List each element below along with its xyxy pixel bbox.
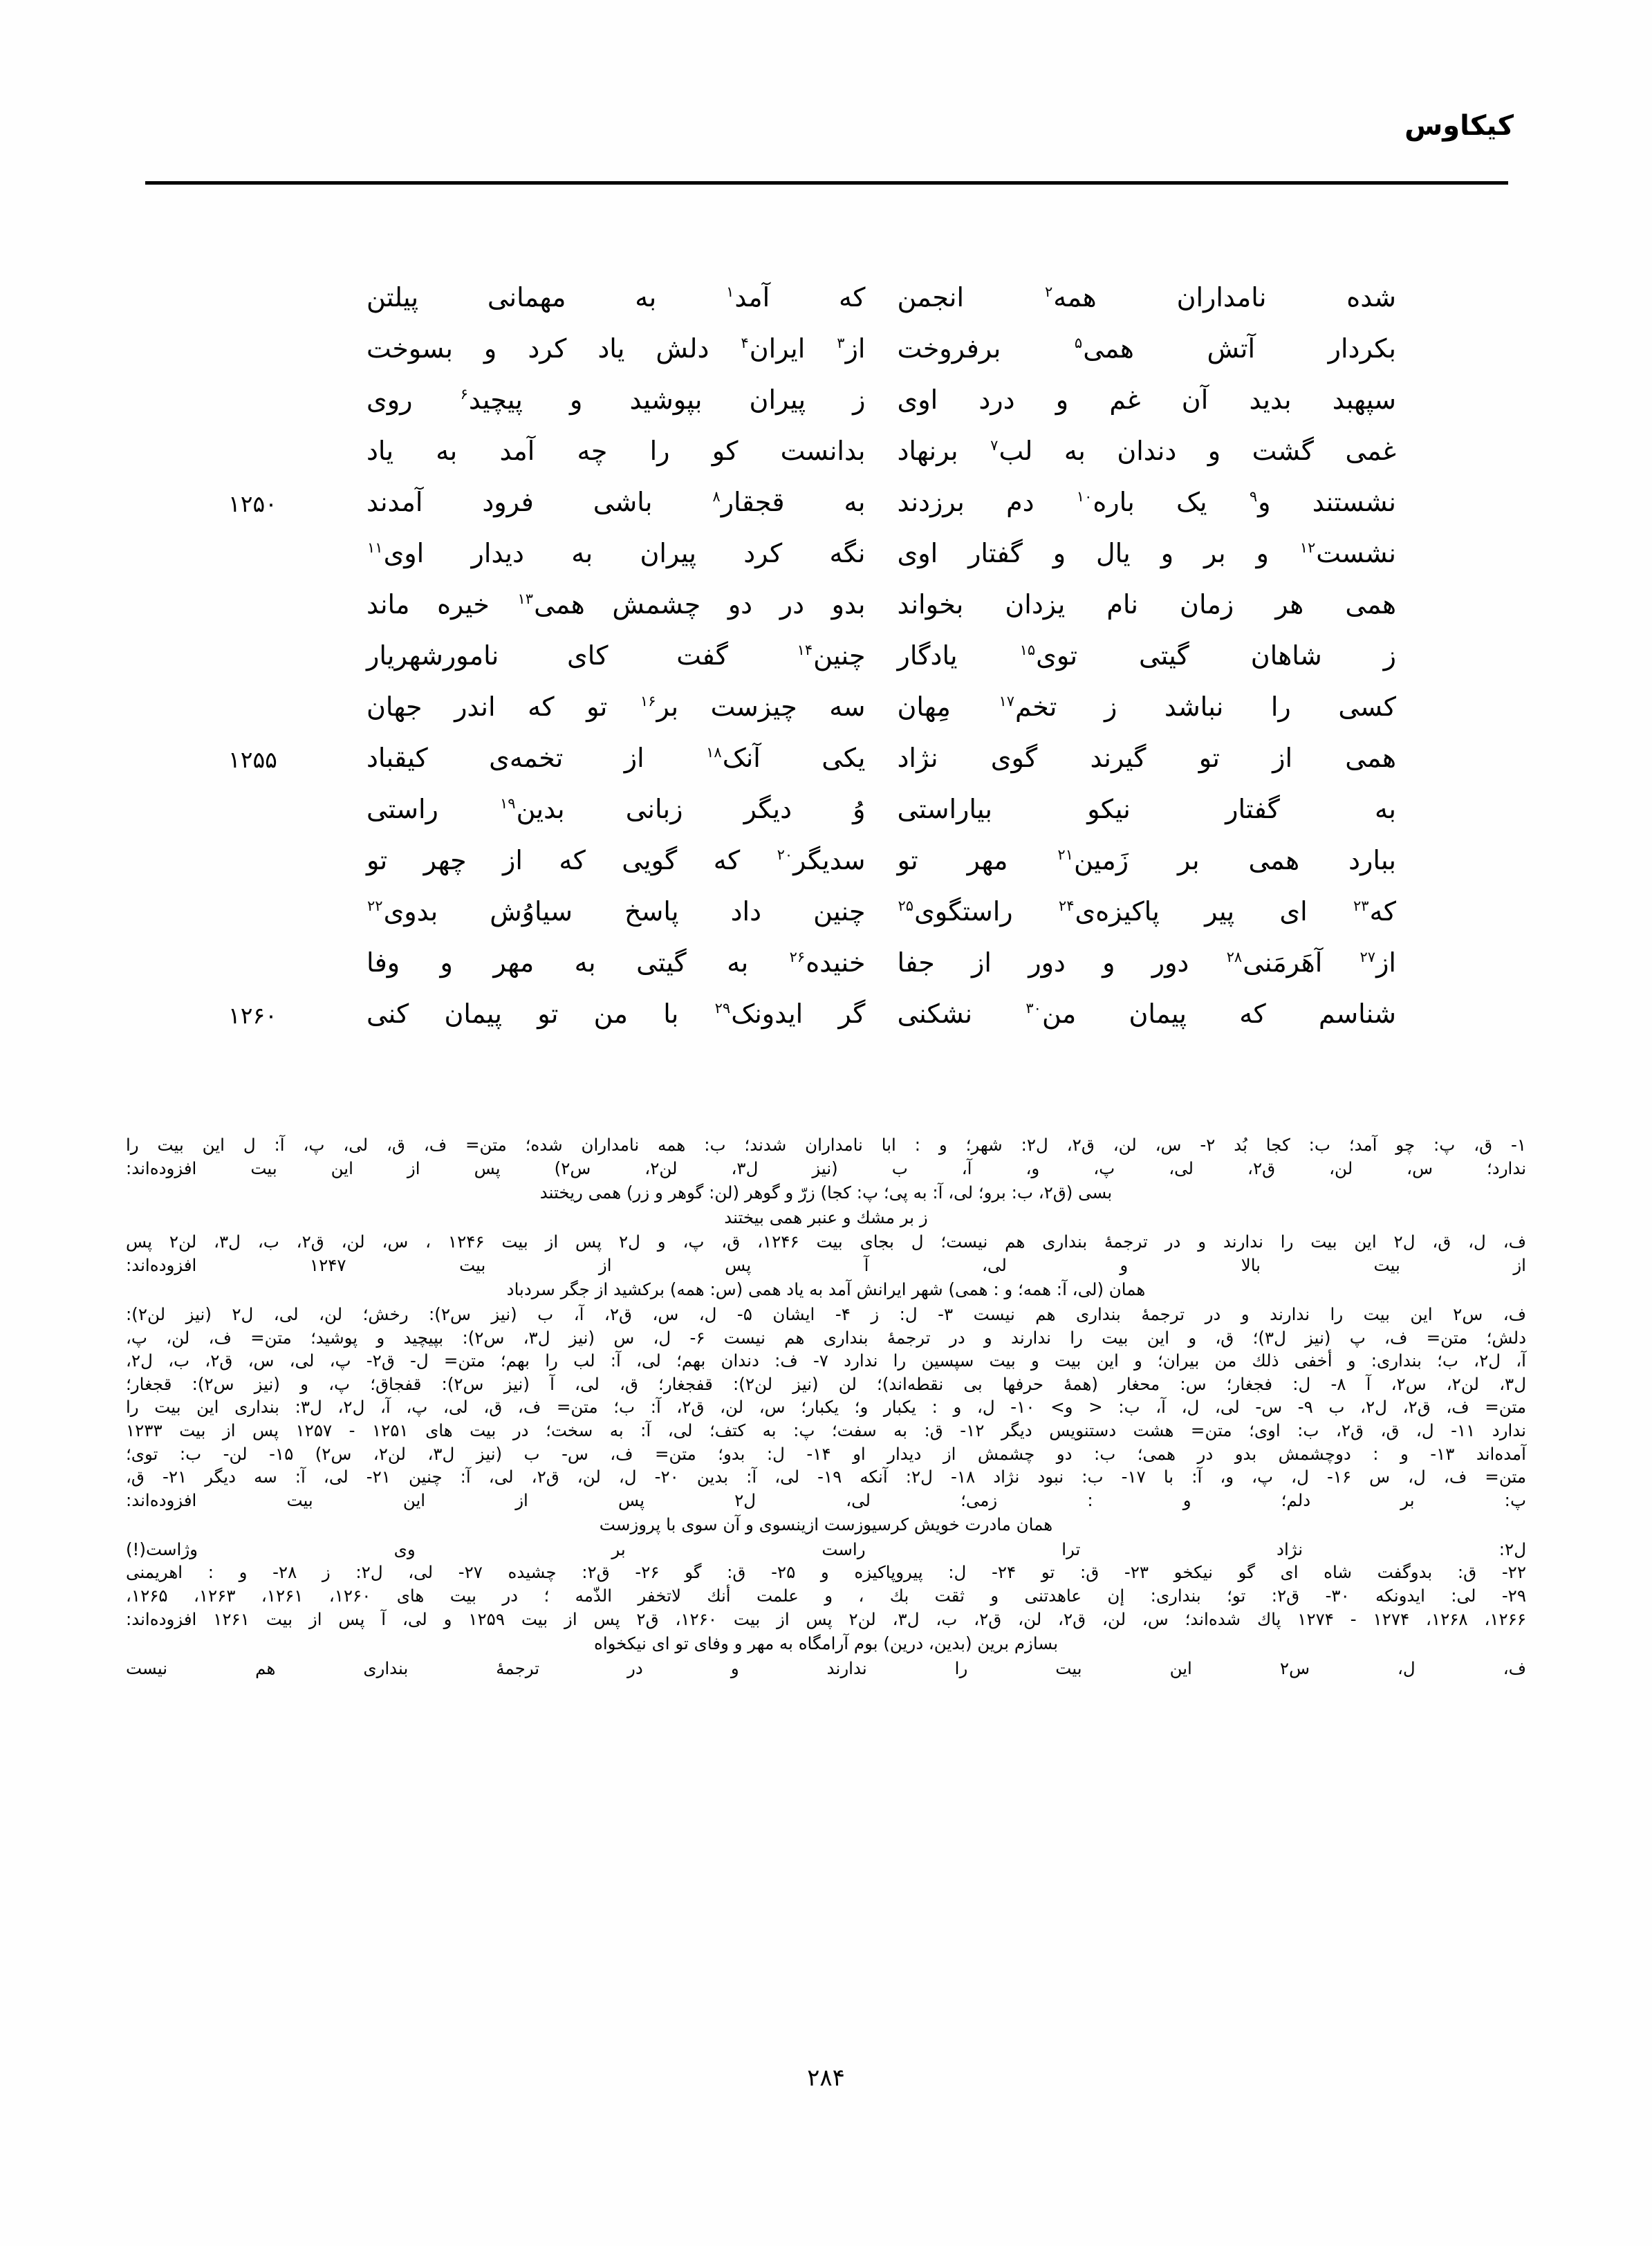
apparatus-line: آ، ل۲، ب؛ بنداری: و أخفی ذلك من بیران؛ و این بیت و بیت سپسین را ندارد ۷- ف: دندان بهم؛ لی، آ: لب را بهم؛ متن= ل- ق۲- پ، لی، س، ق۲، ب، ل۲، [126, 1351, 1526, 1371]
verse-row [228, 280, 1424, 331]
verse-row [228, 382, 1424, 434]
verse-hemistich-first: از$^۳$ ایران$^۴$ دلش یاد کرد و بسوخت [366, 333, 866, 364]
verse-row [228, 587, 1424, 638]
apparatus-line: ۲۹- لی: ایدونکه ۳۰- ق۲: تو؛ بنداری: إن عاهدتنی و ثقت بك ، و علمت أنك لاتخفر الذّمه ؛ در بیت های ۱۲۶۰، ۱۲۶۱، ۱۲۶۳، ۱۲۶۵، [126, 1585, 1526, 1606]
verse-hemistich-second: همی از تو گیرند گوی نژاد [897, 743, 1396, 773]
apparatus-line: آمده‌اند ۱۳- و : دوچشمش بدو در همی؛ ب: دو چشمش از دیدار او ۱۴- ل: بدو؛ متن= ف، س- ب (نیز ل۳، لن۲، س۲) ۱۵- لن- ب: توی؛ [126, 1443, 1526, 1464]
apparatus-verse-quote [126, 1207, 1526, 1229]
verse-hemistich-second: نشستند و$^۹$ یک باره$^{۱۰}$ دم برزدند [897, 487, 1396, 517]
verse-number [228, 434, 318, 439]
verse-hemistich-second: از$^{۲۷}$ آهَرمَنی$^{۲۸}$ دور و دور از جفا [897, 947, 1396, 978]
apparatus-quote-hemistich: بسی (ق۲، ب: برو؛ لی، آ: به پی؛ پ: کجا) زرّ و گوهر (لن: گوهر و زر) همی ریختند [539, 1182, 1113, 1203]
verse-number [228, 843, 318, 848]
apparatus-line: ۱۲۶۶، ۱۲۶۸، ۱۲۷۴ - ۱۲۷۴ پاك شده‌اند؛ س، لن، ق۲، لن، ق۲، ب، ل۳، لن۲ پس از بیت ۱۲۶۰، ق۲ پس از بیت ۱۲۵۹ و لی، آ پس از بیت ۱۲۶۱ افزوده‌اند: [126, 1608, 1526, 1629]
verse-hemistich-first: سه چیزست بر$^{۱۶}$ تو که اندر جهان [366, 692, 866, 722]
verse-row [228, 689, 1424, 741]
verse-row [228, 741, 1424, 792]
verse-number: ۱۲۵۵ [228, 746, 277, 773]
verse-hemistich-second: کسی را نباشد ز تخم$^{۱۷}$ مِهان [897, 692, 1397, 722]
verse-hemistich-first: به قجقار$^۸$ باشی فرود آمدند [366, 487, 866, 517]
verse-row [228, 536, 1424, 587]
apparatus-line: ۲۲- ق: بدوگفت شاه ای گو نیکخو ۲۳- ق: تو ۲۴- ل: پیروپاکیزه و ۲۵- ق: گو ۲۶- ق۲: چشیده ۲۷- لی، ل۲: ز ۲۸- و : اهریمنی [126, 1562, 1526, 1583]
verse-hemistich-first: وُ دیگر زبانی بدین$^{۱۹}$ راستی [366, 794, 866, 824]
apparatus-verse-quote [126, 1182, 1526, 1205]
verse-hemistich-second: شناسم که پیمان من$^{۳۰}$ نشکنی [897, 999, 1396, 1029]
apparatus-line: متن= ف، ق۲، ل۲، ب ۹- س- لی، ل، آ، ب: < و> ۱۰- ل، و : یكبار و؛ یكبار؛ س، لن، ق۲، آ: ب؛ متن= ف، ق، لی، پ، آ، ل۲، ل۳: بنداری این بیت را [126, 1397, 1526, 1418]
verse-hemistich-first: بدانست کو را چه آمد به یاد [366, 436, 866, 466]
verse-row [228, 843, 1424, 894]
verse-number [228, 587, 318, 593]
verse-number [228, 894, 318, 900]
verse-number [228, 792, 318, 797]
verse-number [228, 536, 318, 541]
apparatus-line: ل۳، لن۲، س۲، آ ۸- ل: فجغار؛ س: محغار (همهٔ حرفها بی نقطه‌اند)؛ لن (نیز لن۲): قفجغار؛ ق، لی، آ (نیز س۲): قفجاق؛ پ، و (نیز س۲): قجغار؛ [126, 1373, 1527, 1394]
header-rule [145, 181, 1508, 185]
verse-hemistich-second: سپهبد بدید آن غم و درد اوی [897, 384, 1396, 415]
verse-row [228, 331, 1424, 382]
apparatus-line: ۱- ق، پ: چو آمد؛ ب: کجا بُد ۲- س، لن، ق۲، ل۲: شهر؛ و : ابا نامداران شدند؛ ب: همه نامداران شده؛ متن= ف، ق، لی، پ، آ: ل این بیت را [126, 1135, 1527, 1155]
apparatus-line: ل۲: نژاد ترا راست بر وی وژاست(!) [126, 1539, 1526, 1559]
verse-hemistich-first: گر ایدونک$^{۲۹}$ با من تو پیمان کنی [366, 999, 866, 1029]
verse-number [228, 689, 318, 695]
verse-hemistich-first: چنین داد پاسخ سیاوُش بدوی$^{۲۲}$ [367, 896, 866, 927]
verse-number [228, 382, 318, 388]
verse-row [228, 996, 1424, 1048]
verse-hemistich-second: غمی گشت و دندان به لب$^۷$ برنهاد [897, 436, 1397, 466]
apparatus-line: ف، س۲ این بیت را ندارند و در ترجمهٔ بنداری هم نیست ۳- ل: ز ۴- ایشان ۵- ل، س، ق۲، آ، ب (نیز س۲): رخش؛ لن، لی، ل۲ (نیز لن۲): [126, 1304, 1527, 1325]
apparatus-line: دلش؛ متن= ف، پ (نیز ل۳)؛ ق، و این بیت را ندارند و در ترجمهٔ بنداری هم نیست ۶- ل، س (نیز ل۳، س۲): بپیچید و پوشید؛ متن= ف، لن، پ، [126, 1327, 1527, 1348]
apparatus-criticus [126, 1134, 1526, 1680]
verse-hemistich-second: نشست$^{۱۲}$ و بر و یال و گفتار اوی [897, 538, 1396, 568]
verse-hemistich-second: ز شاهان گیتی توی$^{۱۵}$ یادگار [897, 640, 1396, 671]
apparatus-verse-quote [126, 1279, 1526, 1301]
verse-row [228, 945, 1424, 996]
verse-hemistich-second: بکردار آتش همی$^۵$ برفروخت [897, 333, 1396, 364]
verse-hemistich-first: که آمد$^۱$ به مهمانی پیلتن [366, 282, 866, 313]
verse-row [228, 485, 1424, 536]
apparatus-quote-hemistich: ز بر مشك و عنبر همی بیختند [724, 1207, 928, 1227]
apparatus-line: ف، ل، س۲ این بیت را ندارند و در ترجمهٔ بنداری هم نیست [126, 1658, 1527, 1678]
page-number: ۲۸۴ [807, 2064, 845, 2092]
running-header-title: کیکاوس [1404, 110, 1514, 142]
apparatus-verse-quote [126, 1514, 1526, 1537]
verse-number [228, 638, 318, 644]
verse-number [228, 331, 318, 337]
apparatus-line: از بیت بالا و لی، آ پس از بیت ۱۲۴۷ افزوده‌اند: [126, 1254, 1526, 1275]
verse-hemistich-first: بدو در دو چشمش همی$^{۱۳}$ خیره ماند [366, 589, 866, 620]
verse-hemistich-first: ز پیران بپوشید و پیچید$^۶$ روی [366, 384, 866, 415]
apparatus-quote-hemistich: بسازم برین (بدین، درین) بوم آرامگاه به مهر و وفای تو ای نیکخواه [593, 1633, 1059, 1654]
verse-hemistich-first: چنین$^{۱۴}$ گفت کای نامورشهریار [366, 640, 866, 671]
verse-row [228, 638, 1424, 689]
verse-number: ۱۲۶۰ [228, 1002, 277, 1029]
apparatus-line: ندارد؛ س، لن، ق۲، لی، پ، و، آ، ب (نیز ل۳، لن۲، س۲) پس از این بیت افزوده‌اند: [126, 1158, 1527, 1178]
verse-hemistich-second: به گفتار نیکو بیاراستی [897, 794, 1396, 824]
verse-block [228, 280, 1424, 1048]
verse-hemistich-first: خنیده$^{۲۶}$ به گیتی به مهر و وفا [366, 947, 866, 978]
verse-hemistich-second: شده نامداران همه$^۲$ انجمن [897, 282, 1397, 313]
running-header [138, 111, 1514, 141]
apparatus-line: متن= ف، ل، س ۱۶- ل، پ، و، آ: با ۱۷- ب: نبود نژاد ۱۸- ل۲: آنکه ۱۹- لی، آ: بدین ۲۰- ل، لن، ق۲، لی، آ: چنین ۲۱- لی، آ: سه دیگر ۲۱- ق، [126, 1467, 1526, 1487]
verse-hemistich-second: همی هر زمان نام یزدان بخواند [897, 589, 1396, 620]
verse-hemistich-second: ببارد همی بر زَمین$^{۲۱}$ مهر تو [897, 845, 1397, 875]
apparatus-quote-hemistich: همان مادرت خویش کرسیوزست ازینسوی و آن سوی با پروزست [599, 1514, 1053, 1535]
verse-row [228, 894, 1424, 945]
verse-row [228, 792, 1424, 843]
apparatus-line: ف، ل، ق، ل۲ این بیت را ندارند و در ترجمهٔ بنداری هم نیست؛ ل بجای بیت ۱۲۴۶، ق، پ، و ل۲ پس از بیت ۱۲۴۶ ، س، لن، ق۲، ب، ل۳، لن۲ پس [126, 1232, 1527, 1252]
verse-number [228, 280, 318, 286]
verse-hemistich-second: که$^{۲۳}$ ای پیر پاکیزه‌ی$^{۲۴}$ راستگوی$^{۲۵}$ [898, 896, 1396, 927]
apparatus-quote-hemistich: همان (لی، آ: همه؛ و : همی) شهر ایرانش آمد به یاد همی (س: همه) برکشید از جگر سردباد [506, 1279, 1146, 1300]
verse-hemistich-first: سدیگر$^{۲۰}$ که گویی که از چهر تو [366, 845, 866, 875]
verse-number [228, 945, 318, 951]
verse-row [228, 434, 1424, 485]
verse-hemistich-first: یکی آنک$^{۱۸}$ از تخمه‌ی کیقباد [366, 743, 866, 773]
verse-hemistich-first: نگه کرد پیران به دیدار اوی$^{۱۱}$ [367, 538, 866, 568]
apparatus-line: ندارد ۱۱- ل، ق، ق۲، ب: اوی؛ متن= هشت دستنویس دیگر ۱۲- ق: به سفت؛ پ: به کتف؛ لی، آ: به سخت؛ در بیت های ۱۲۵۱ - ۱۲۵۷ پس از بیت ۱۲۳۳ [126, 1420, 1526, 1440]
apparatus-line: پ: بر دلم؛ و : زمی؛ لی، ل۲ پس از این بیت افزوده‌اند: [126, 1489, 1527, 1510]
apparatus-verse-quote [126, 1633, 1526, 1655]
verse-number: ۱۲۵۰ [228, 490, 277, 517]
